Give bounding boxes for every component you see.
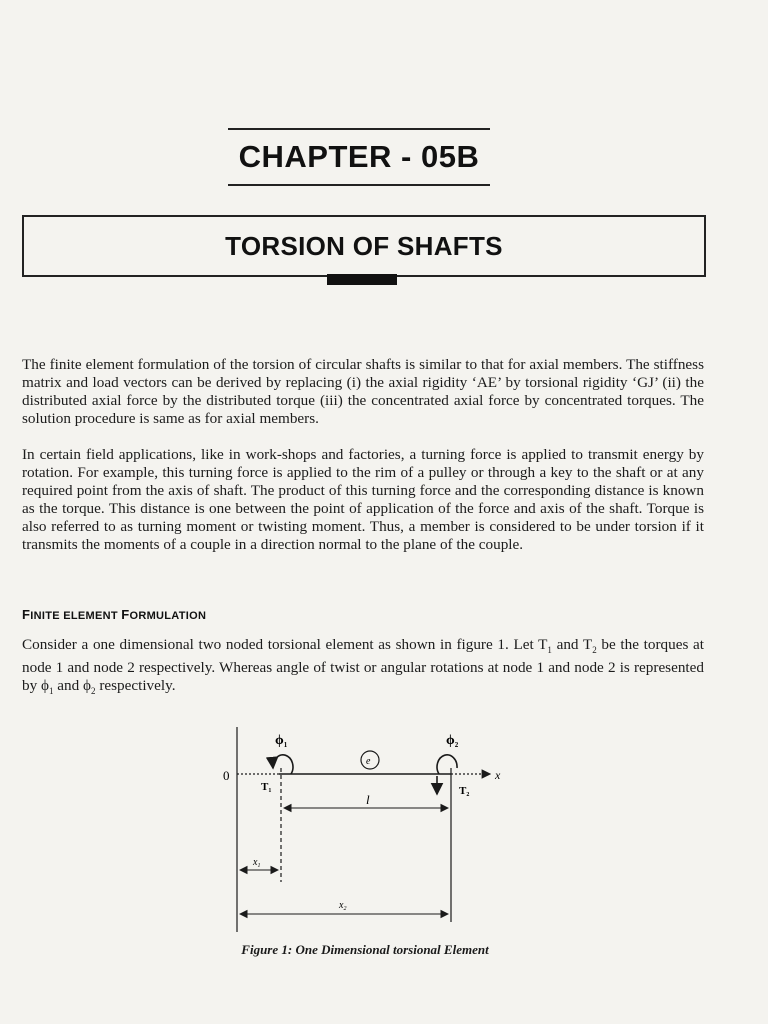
x1-label: $x_1$	[253, 857, 261, 869]
paragraph-torque: In certain field applications, like in work-shops and factories, a turning force is applied to transmit energy by rotation. For example, this turning force is applied to the rim of a pulley or through a key to the shaft or at any required point from the axis of shaft. The product of this turning force and the corresponding distance is known as the torque. This distance is one between the point of application of the force and axis of the shaft. Torque is also referred to as turning moment or twisting moment. Thus, a member is considered to be under torsion if it transmits the moments of a couple in a direction normal to the plane of the couple.	[22, 446, 704, 553]
length-label: l	[366, 792, 370, 807]
origin-label: 0	[223, 768, 230, 783]
x-axis-label: x	[495, 768, 501, 782]
paragraph-element: Consider a one dimensional two noded torsional element as shown in figure 1. Let $T_1$ and $T_2$ be the torques at node 1 and node 2 respectively. Whereas angle of twist or angular rotations at node 1 and node 2 is represented by $\phi_1$ and $\phi_2$ respectively.	[22, 636, 704, 697]
chapter-title: CHAPTER - 05B	[238, 139, 480, 174]
torque1-arc-icon	[273, 755, 293, 774]
subheading-finite-element-formulation: FINITE ELEMENT FORMULATION	[22, 607, 207, 622]
phi1-label: $\phi_1$	[275, 733, 288, 749]
figure-caption: Figure 1: One Dimensional torsional Element	[241, 942, 489, 957]
paragraph-intro: The finite element formulation of the torsion of circular shafts is similar to that for axial members. The stiffness matrix and load vectors can be derived by replacing (i) the axial rigidity ‘AE’ by torsional rigidity ‘GJ’ (ii) the distributed axial force by the distributed torque (iii) the concentrated axial force by concentrated torques. The solution procedure is same as for axial members.	[22, 356, 704, 427]
section-title: TORSION OF SHAFTS	[225, 230, 503, 261]
x2-label: $x_2$	[339, 900, 347, 912]
torsional-element-diagram	[215, 722, 515, 932]
t2-label: T2	[459, 785, 470, 798]
section-decorative-bar	[327, 274, 397, 285]
torque2-arc-icon	[437, 755, 457, 774]
t1-label: T1	[261, 781, 272, 794]
element-label: e	[366, 756, 371, 767]
phi2-label: $\phi_2$	[446, 733, 459, 749]
chapter-header	[228, 128, 490, 186]
section-title-box	[22, 215, 706, 277]
